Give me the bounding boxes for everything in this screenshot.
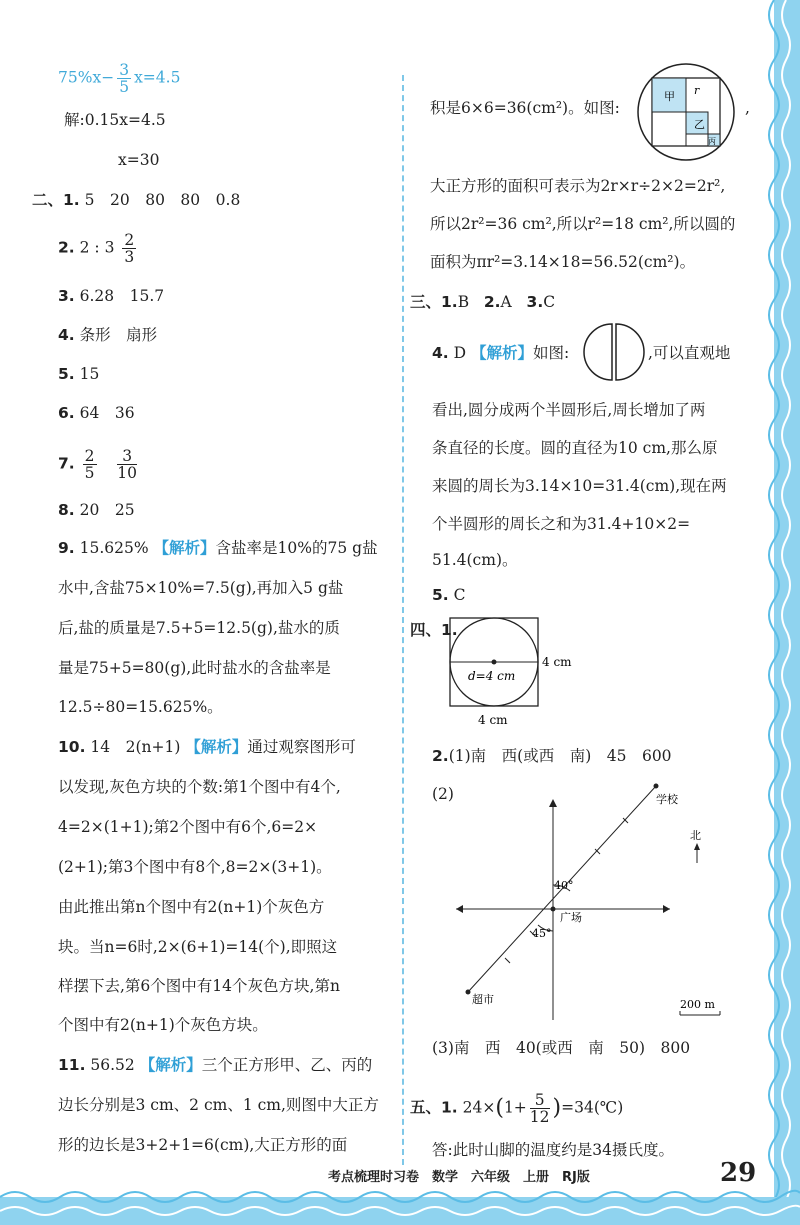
q10-line-4: (2+1);第3个图中有8个,8=2×(3+1)。 xyxy=(58,858,332,876)
q4-line-2: 看出,圆分成两个半圆形后,周长增加了两 xyxy=(432,401,706,419)
analysis-tag: 【解析】 xyxy=(471,344,534,362)
q11-line-2: 边长分别是3 cm、2 cm、1 cm,则图中大正方 xyxy=(58,1096,379,1114)
equation-line-2: 解:0.15x=4.5 xyxy=(64,111,166,129)
column-divider xyxy=(402,75,404,1165)
diameter-label: d=4 cm xyxy=(468,669,516,683)
squares-in-circle-figure xyxy=(636,62,736,162)
section-3-q4-cont: ,可以直观地 xyxy=(648,344,731,362)
label-yi: 乙 xyxy=(694,118,705,131)
label-r: r xyxy=(694,84,700,97)
right-line-4: 面积为πr²=3.14×18=56.52(cm²)。 xyxy=(430,253,696,271)
right-line-2: 大正方形的面积可表示为2r×r÷2×2=2r², xyxy=(430,177,726,195)
equation-line-1: 75%x− $\frac{3}{5}$ x=4.5 xyxy=(58,61,181,96)
q10-line-8: 个图中有2(n+1)个灰色方块。 xyxy=(58,1016,268,1034)
school-label: 学校 xyxy=(656,793,678,806)
q9-line-3: 后,盐的质量是7.5+5=12.5(g),盐水的质 xyxy=(58,619,340,637)
section-5-answer: 答:此时山脚的温度约是34摄氏度。 xyxy=(432,1141,674,1159)
q4-line-5: 个半圆形的周长之和为31.4+10×2= xyxy=(432,515,691,533)
scale-label: 200 m xyxy=(680,998,715,1011)
fraction: $\frac{3}{5}$ xyxy=(119,61,130,96)
q4-line-3: 条直径的长度。圆的直径为10 cm,那么原 xyxy=(432,439,718,457)
footer-text: 考点梳理时习卷 数学 六年级 上册 RJ版 xyxy=(328,1170,590,1185)
angle-45-label: 45° xyxy=(532,927,552,940)
fraction: $\frac{3}{10}$ xyxy=(117,447,138,482)
bottom-label: 4 cm xyxy=(478,713,508,727)
section-4-q2-2: (2) xyxy=(432,785,454,803)
right-line-3: 所以2r²=36 cm²,所以r²=18 cm²,所以圆的 xyxy=(430,215,736,233)
angle-40-label: 40° xyxy=(554,879,574,892)
q4-line-4: 来圆的周长为3.14×10=31.4(cm),现在两 xyxy=(432,477,727,495)
wavy-border-right xyxy=(756,0,800,1225)
section-3-q4: 4. D 【解析】如图: xyxy=(432,344,570,362)
equation-line-3: x=30 xyxy=(118,151,160,169)
analysis-tag: 【解析】 xyxy=(139,1056,202,1074)
section-2-q2: 2. 2 : 3 $\frac{2}{3}$ xyxy=(58,231,135,266)
label-jia: 甲 xyxy=(664,90,675,103)
analysis-tag: 【解析】 xyxy=(153,539,216,557)
square-label: 广场 xyxy=(560,911,582,924)
section-5-q1: 五、1. 24×(1+ $\frac{5}{12}$ )=34(℃) xyxy=(410,1091,624,1126)
label-bing: 丙 xyxy=(708,137,716,146)
section-2-q5: 5. 15 xyxy=(58,365,100,383)
q10-line-3: 4=2×(1+1);第2个图中有6个,6=2× xyxy=(58,818,318,836)
section-2-q4: 4. 条形 扇形 xyxy=(58,326,158,344)
section-3-q5: 5. C xyxy=(432,586,466,604)
side-label: 4 cm xyxy=(542,655,572,669)
q9-line-2: 水中,含盐75×10%=7.5(g),再加入5 g盐 xyxy=(58,579,344,597)
section-2-q8: 8. 20 25 xyxy=(58,501,135,519)
section-4-q2-3: (3)南 西 40(或西 南 50) 800 xyxy=(432,1039,691,1057)
fraction: $\frac{2}{3}$ xyxy=(124,231,135,266)
section-4-q2-1: 2.(1)南 西(或西 南) 45 600 xyxy=(432,747,672,765)
circle-in-square-figure xyxy=(448,616,588,728)
section-2-q9: 9. 15.625% 【解析】含盐率是10%的75 g盐 xyxy=(58,539,378,557)
q10-line-5: 由此推出第n个图中有2(n+1)个灰色方 xyxy=(58,898,325,916)
page-number: 29 xyxy=(720,1158,757,1188)
right-line-1-end: , xyxy=(745,99,750,117)
section-2-q1: 二、1. 5 20 80 80 0.8 xyxy=(32,191,241,209)
direction-map xyxy=(440,775,740,1030)
section-2-q11: 11. 56.52 【解析】三个正方形甲、乙、丙的 xyxy=(58,1056,373,1074)
north-label: 北 xyxy=(690,829,701,842)
q9-line-5: 12.5÷80=15.625%。 xyxy=(58,698,223,716)
section-2-q3: 3. 6.28 15.7 xyxy=(58,287,165,305)
section-2-q6: 6. 64 36 xyxy=(58,404,135,422)
q11-line-3: 形的边长是3+2+1=6(cm),大正方形的面 xyxy=(58,1136,348,1154)
q9-line-4: 量是75+5=80(g),此时盐水的含盐率是 xyxy=(58,659,331,677)
split-circle-figure xyxy=(580,322,648,382)
q10-line-2: 以发现,灰色方块的个数:第1个图中有4个, xyxy=(58,778,341,796)
fraction: $\frac{5}{12}$ xyxy=(529,1091,550,1126)
q10-line-6: 块。当n=6时,2×(6+1)=14(个),即照这 xyxy=(58,938,338,956)
section-3-q1-3: 三、1.B 2.A 3.C xyxy=(410,293,556,311)
section-4-label: 四、1. xyxy=(410,621,458,639)
section-2-q7: 7. $\frac{2}{5}$ $\frac{3}{10}$ xyxy=(58,447,138,482)
section-2-q10: 10. 14 2(n+1) 【解析】通过观察图形可 xyxy=(58,738,356,756)
right-line-1: 积是6×6=36(cm²)。如图: xyxy=(430,99,620,117)
q10-line-7: 样摆下去,第6个图中有14个灰色方块,第n xyxy=(58,977,340,995)
analysis-tag: 【解析】 xyxy=(185,738,248,756)
q4-line-6: 51.4(cm)。 xyxy=(432,551,518,569)
fraction: $\frac{2}{5}$ xyxy=(84,447,95,482)
market-label: 超市 xyxy=(472,993,494,1006)
